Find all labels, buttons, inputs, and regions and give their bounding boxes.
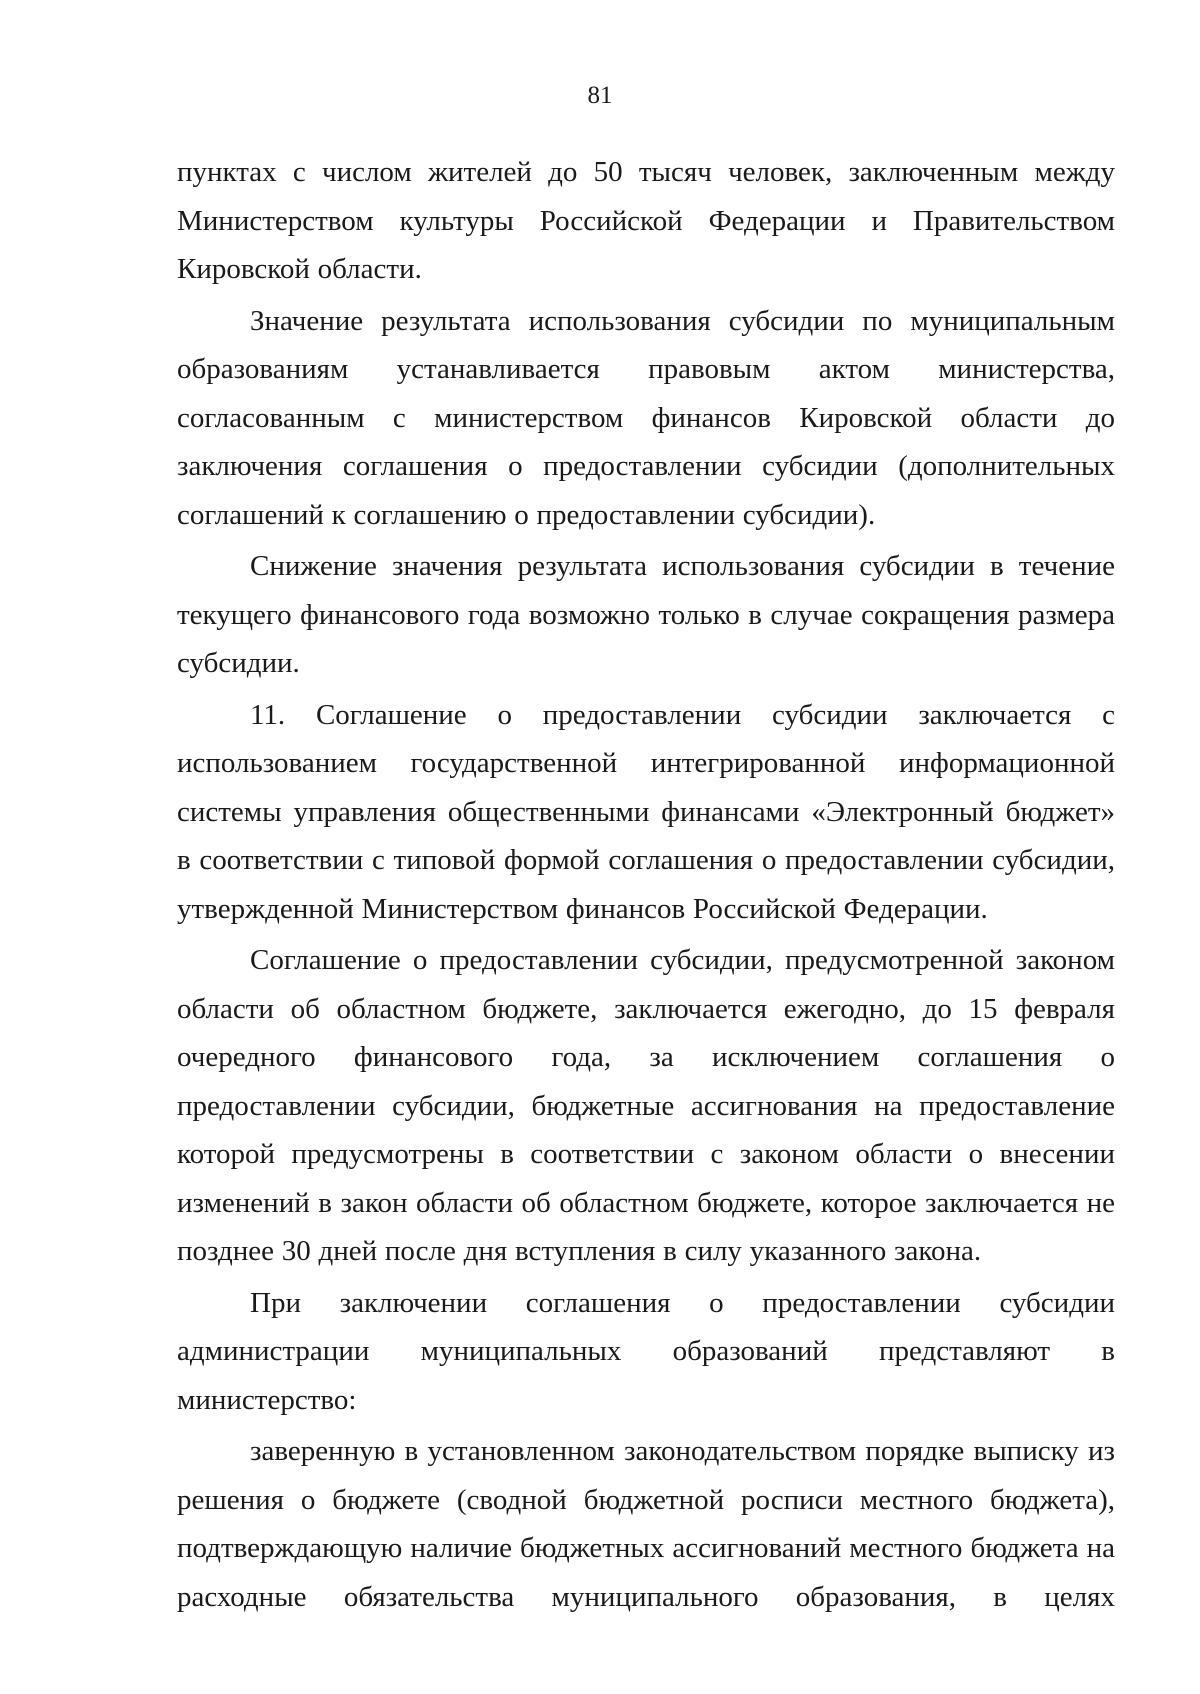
paragraph-result-value: Значение результата использования субсидии по муниципальным образованиям устанавливается правовым актом министерства, согласованным с министерством финансов Кировской области до заключения соглашения о предоставлении субсидии (дополнительных соглашений к соглашению о предоставлении субсидии). [177,304,1115,531]
document-body [177,148,1115,1624]
paragraph-result-reduction: Снижение значения результата использования субсидии в течение текущего финансового года возможно только в случае сокращения размера субсидии. [177,550,1115,679]
paragraph-agreement-terms: Соглашение о предоставлении субсидии, предусмотренной законом области об областном бюджете, заключается ежегодно, до 15 февраля очередного финансового года, за исключением соглашения о предоставлении субсидии, бюджетные ассигнования на предоставление которой предусмотрены в соответствии с законом области о внесении изменений в закон области об областном бюджете, которое заключается не позднее 30 дней после дня вступления в силу указанного закона. [177,944,1115,1267]
paragraph-budget-extract: заверенную в установленном законодательством порядке выписку из решения о бюджете (сводной бюджетной росписи местного бюджета), подтверждающую наличие бюджетных ассигнований местного бюджета на расходные обязательства муниципального образования, в целях [177,1435,1115,1613]
paragraph-continuation: пунктах с числом жителей до 50 тысяч человек, заключенным между Министерством культуры Российской Федерации и Правительством Кировской области. [177,156,1115,285]
paragraph-agreement-documents: При заключении соглашения о предоставлении субсидии администрации муниципальных образований представляют в министерство: [177,1286,1115,1416]
paragraph-item-11: 11. Соглашение о предоставлении субсидии заключается с использованием государственной интегрированной информационной системы управления общественными финансами «Электронный бюджет» в соответствии с типовой формой соглашения о предоставлении субсидии, утвержденной Министерством финансов Российской Федерации. [177,698,1115,925]
page-number: 81 [587,82,613,109]
